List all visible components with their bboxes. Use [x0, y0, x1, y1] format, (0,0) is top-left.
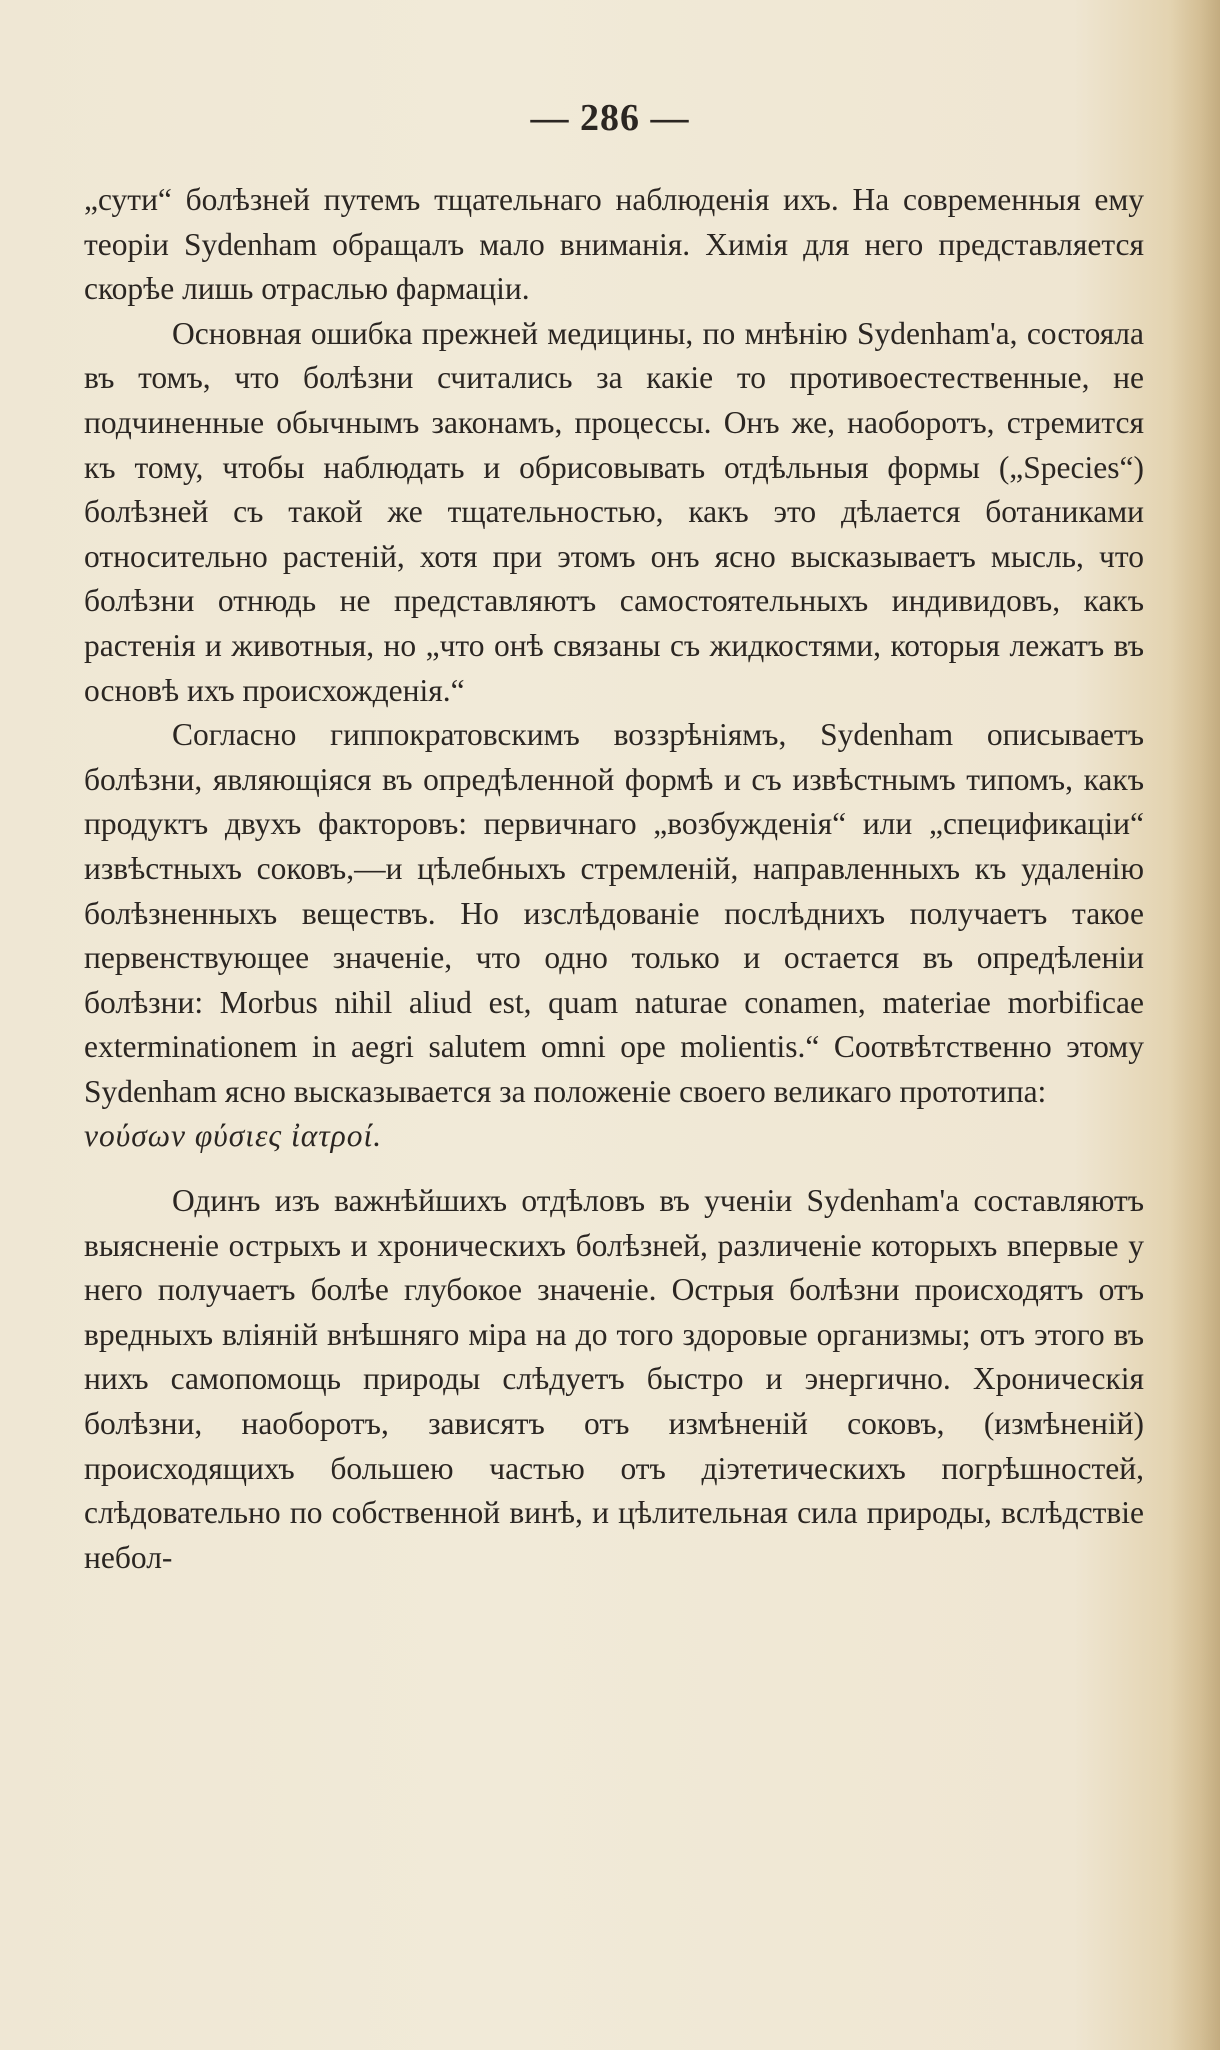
paragraph-2: Основная ошибка прежней медицины, по мнѣнію Sydenham'a, состояла въ томъ, что болѣзни считались за какіе то противоестественные, не подчиненные обычнымъ законамъ, процессы. Онъ же, наоборотъ, стремится къ тому, чтобы наблюдать и обрисовывать отдѣльныя формы („Species“) болѣзней съ такой же тщательностью, какъ это дѣлается ботаниками относительно растеній, хотя при этомъ онъ ясно высказываетъ мысль, что болѣзни отнюдь не представляютъ самостоятельныхъ индивидовъ, какъ растенія и животныя, но „что онѣ связаны съ жидкостями, которыя лежатъ въ основѣ ихъ происхожденія.“: [84, 315, 1144, 708]
page-number: — 286 —: [530, 97, 690, 139]
body-text: [84, 178, 1144, 1580]
greek-quote: νούσων φύσιες ἰατροί.: [84, 1118, 383, 1154]
page-edge-shadow: [1170, 0, 1220, 2050]
paragraph-1: „сути“ болѣзней путемъ тщательнаго наблюденія ихъ. На современныя ему теоріи Sydenham обращалъ мало вниманія. Химія для него представляется скорѣе лишь отраслью фармаціи.: [84, 182, 1144, 307]
paragraph-3: Согласно гиппократовскимъ воззрѣніямъ, Sydenham описываетъ болѣзни, являющіяся въ опредѣленной формѣ и съ извѣстнымъ типомъ, какъ продуктъ двухъ факторовъ: первичнаго „возбужденія“ или „спецификаціи“ извѣстныхъ соковъ,—и цѣлебныхъ стремленій, направленныхъ къ удаленію болѣзненныхъ веществъ. Но изслѣдованіе послѣднихъ получаетъ такое первенствующее значеніе, что одно только и остается въ опредѣленіи болѣзни: Morbus nihil aliud est, quam naturae conamen, materiae morbificae exterminationem in aegri salutem omni ope molientis.“ Соотвѣтственно этому Sydenham ясно высказывается за положеніе своего великаго прототипа:: [84, 717, 1144, 1109]
paragraph-4: Одинъ изъ важнѣйшихъ отдѣловъ въ ученіи Sydenham'a составляютъ выясненіе острыхъ и хроническихъ болѣзней, различеніе которыхъ впервые у него получаетъ болѣе глубокое значеніе. Острыя болѣзни происходятъ отъ вредныхъ вліяній внѣшняго міра на до того здоровые организмы; отъ этого въ нихъ самопомощь природы слѣдуетъ быстро и энергично. Хроническія болѣзни, наоборотъ, зависятъ отъ измѣненій соковъ, (измѣненій) происходящихъ большею частью отъ діэтетическихъ погрѣшностей, слѣдовательно по собственной винѣ, и цѣлительная сила природы, вслѣдствіе небол-: [84, 1183, 1144, 1575]
